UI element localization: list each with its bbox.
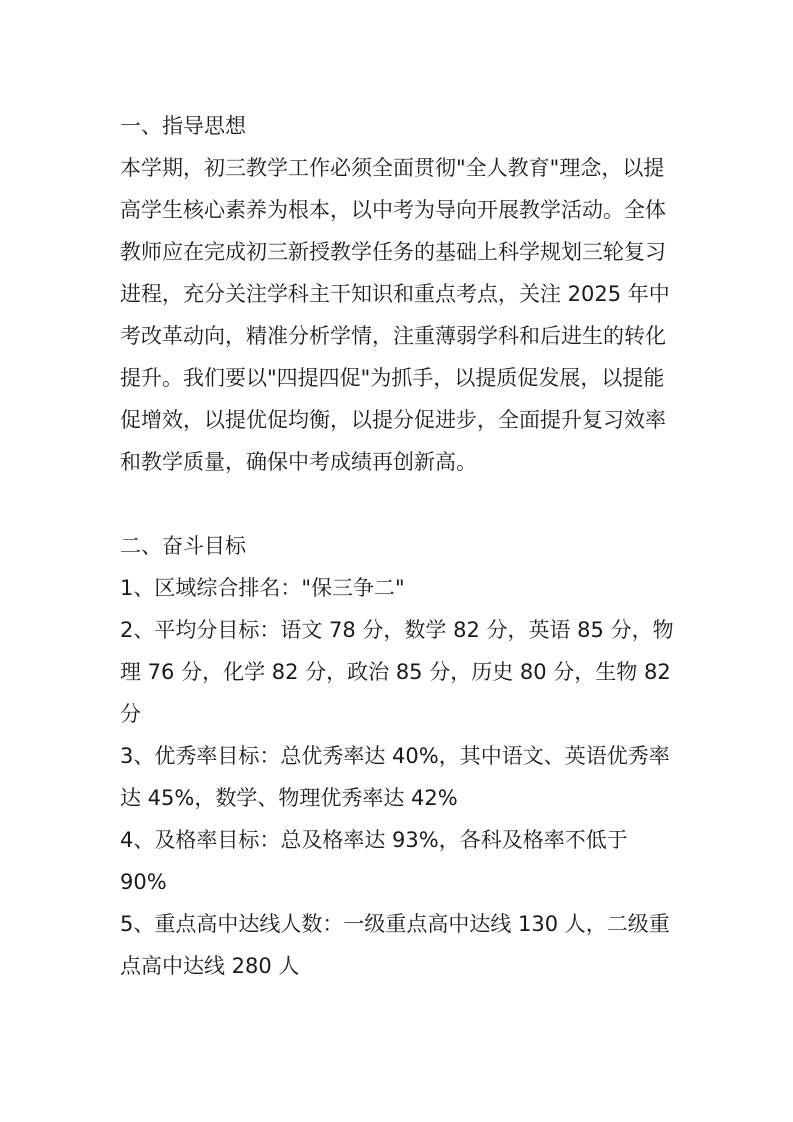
goal-item-key-high-school: 5、重点高中达线人数：一级重点高中达线 130 人，二级重点高中达线 280 人 — [120, 912, 670, 978]
goal-item-ranking: 1、区域综合排名："保三争二" — [120, 576, 405, 600]
section-spacer — [120, 483, 680, 525]
document-body — [120, 105, 680, 987]
guiding-ideology-paragraph: 本学期，初三教学工作必须全面贯彻"全人教育"理念，以提高学生核心素养为根本，以中考为导向开展教学活动。全体教师应在完成初三新授教学任务的基础上科学规划三轮复习进程，充分关注学科主干知识和重点考点，关注 2025 年中考改革动向，精准分析学情，注重薄弱学科和后进生的转化提升。我们要以"四提四促"为抓手，以提质促发展，以提能促增效，以提优促均衡，以提分促进步，全面提升复习效率和教学质量，确保中考成绩再创新高。 — [120, 156, 670, 474]
goal-item-average-score: 2、平均分目标：语文 78 分，数学 82 分，英语 85 分，物理 76 分，化学 82 分，政治 85 分，历史 80 分，生物 82 分 — [120, 618, 674, 726]
goals-list — [120, 567, 680, 987]
section-heading-guiding-ideology: 一、指导思想 — [120, 114, 246, 138]
goal-item-excellence-rate: 3、优秀率目标：总优秀率达 40%，其中语文、英语优秀率达 45%，数学、物理优秀率达 42% — [120, 744, 670, 810]
goal-item-pass-rate: 4、及格率目标：总及格率达 93%，各科及格率不低于 90% — [120, 828, 628, 894]
section-heading-goals: 二、奋斗目标 — [120, 534, 246, 558]
